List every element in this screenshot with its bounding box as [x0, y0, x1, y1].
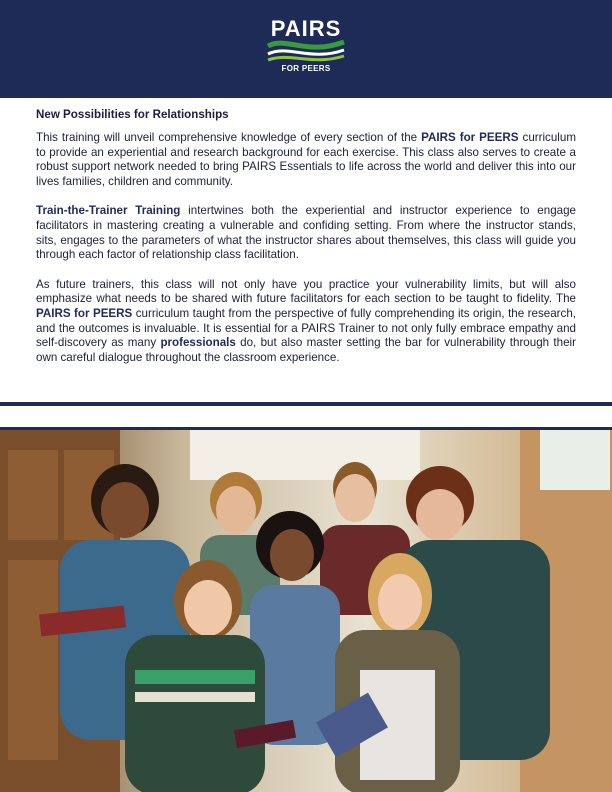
- students-group-photo: [0, 427, 612, 792]
- logo-subtitle: FOR PEERS: [281, 64, 331, 73]
- photo-illustration: [0, 430, 612, 792]
- section-heading: New Possibilities for Relationships: [36, 108, 229, 121]
- p2-text-c: intertwines both the experiential and instructor experience to engage facilitators in mastering creating a vulnerable and confiding setting. From where the instructor stands, sits, engages to the parameters of what the instructor shares about themselves, this class will guide you through each factor of relationship class facilitation.: [36, 204, 576, 262]
- p3-bold-professionals: professionals: [160, 336, 236, 350]
- section-divider: [0, 402, 612, 406]
- logo-wordmark: PAIRS: [270, 16, 342, 41]
- p1-text-a: This training will unveil comprehensive knowledge of every section of the: [36, 131, 422, 144]
- p3-text-a: As future trainers, this class will not only have you practice your vulnerability limits, but will also emphasize what needs to be shared with future facilitators for each section to be taught to fidelity. The: [36, 277, 576, 306]
- p3-bold-program: PAIRS for PEERS: [36, 306, 133, 320]
- body-content: [36, 108, 576, 380]
- p1-bold-program: PAIRS for PEERS: [421, 131, 519, 144]
- paragraph-train-the-trainer: [36, 204, 576, 262]
- paragraph-intro: [36, 131, 576, 189]
- paragraph-future-trainers: [36, 278, 576, 366]
- header-banner: [0, 0, 612, 98]
- p2-bold-title: Train-the-Trainer Training: [36, 204, 181, 218]
- p3-text-e: do, but also master setting the bar for vulnerability through their own careful dialogue throughout the classroom experience.: [36, 336, 576, 364]
- p1-text-c: curriculum to provide an experiential and research background for each exercise. This class also serves to create a robust support network needed to bring PAIRS Essentials to life across the world and deliver this into our lives families, children and community.: [36, 131, 576, 188]
- pairs-logo: [266, 16, 346, 78]
- p3-text-c: curriculum taught from the perspective of fully comprehending its origin, the research, and the outcomes is invaluable. It is essential for a PAIRS Trainer to not only fully embrace empathy and self-discovery as many: [36, 306, 576, 350]
